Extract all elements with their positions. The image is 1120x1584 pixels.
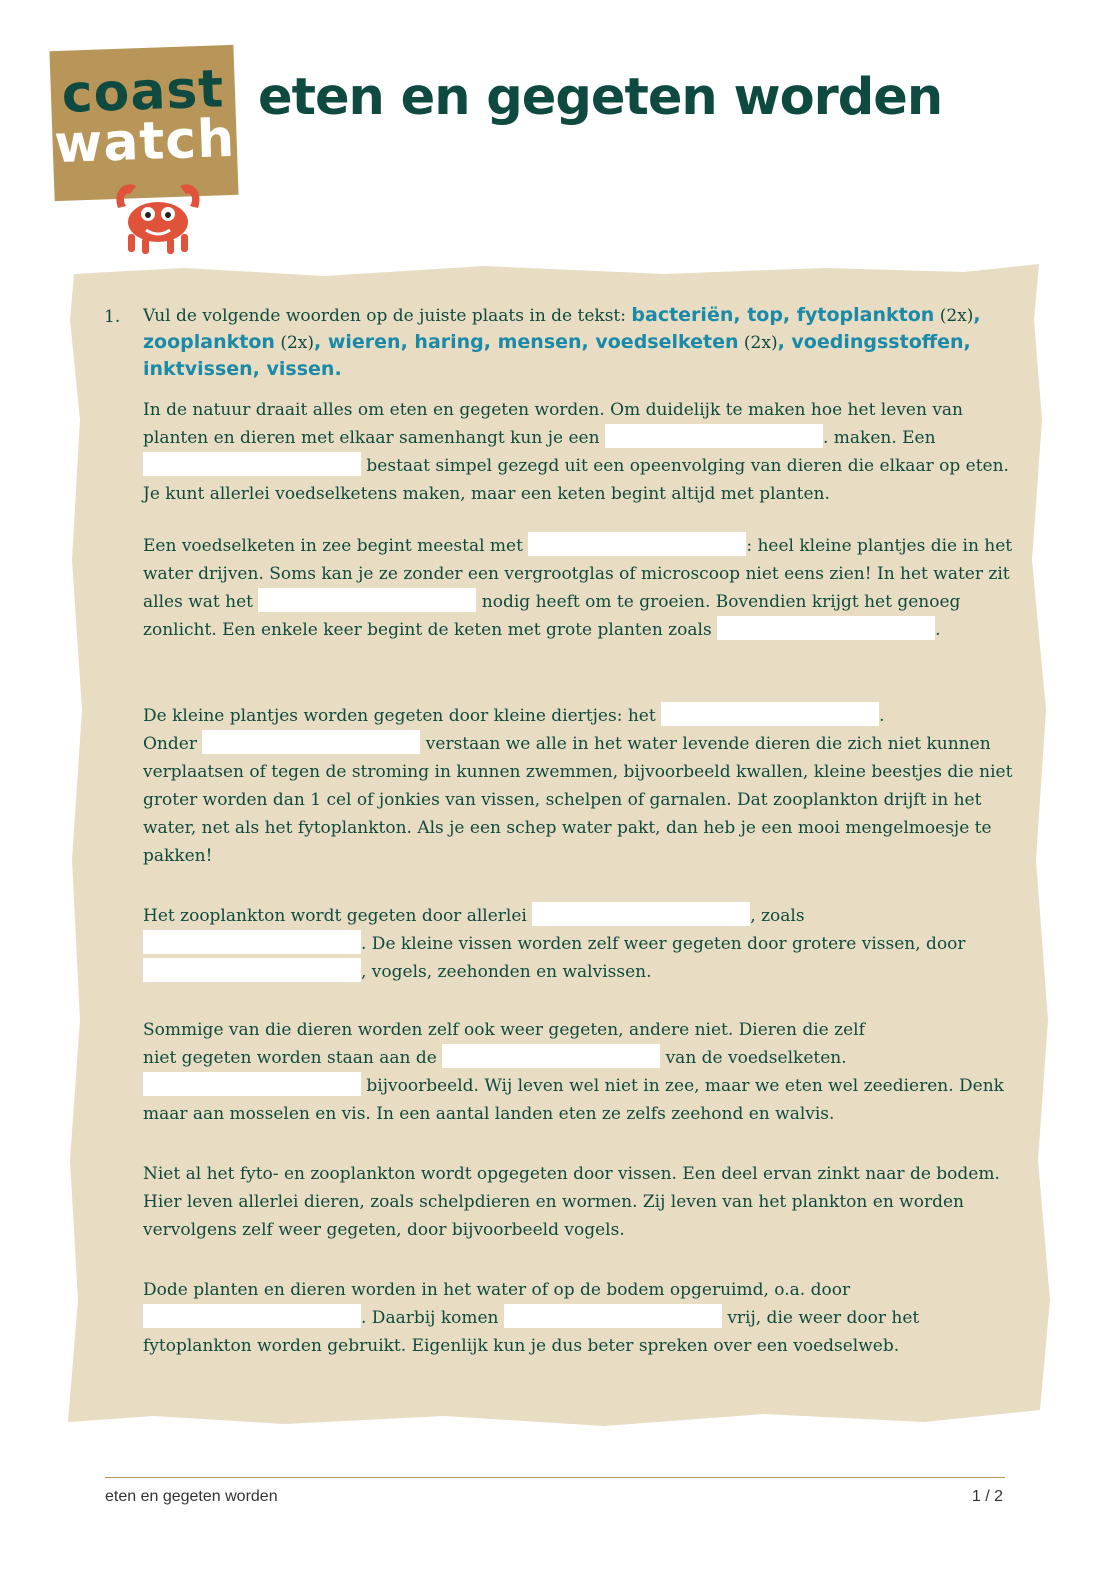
answer-blank[interactable] <box>143 958 361 982</box>
page-number: 1 / 2 <box>971 1488 1003 1505</box>
answer-blank[interactable] <box>442 1044 660 1068</box>
answer-blank[interactable] <box>661 702 879 726</box>
paragraph-5 <box>143 1016 1018 1128</box>
paragraph-7 <box>143 1276 1018 1360</box>
footer-divider <box>105 1477 1005 1478</box>
keyword: zooplankton <box>143 331 275 353</box>
answer-blank[interactable] <box>528 532 746 556</box>
text: Het zooplankton wordt gegeten door allerlei <box>143 906 527 926</box>
text: bijvoorbeeld. Wij leven wel niet in zee, maar we eten wel zeedieren. Denk maar aan mosselen en vis. In een aantal landen eten ze zelfs zeehond en walvis. <box>143 1076 1004 1124</box>
answer-blank[interactable] <box>143 1072 361 1096</box>
text: Dode planten en dieren worden in het water of op de bodem opgeruimd, o.a. door <box>143 1280 851 1300</box>
text: Sommige van die dieren worden zelf ook weer gegeten, andere niet. Dieren die zelf <box>143 1020 865 1040</box>
keyword-note: (2x) <box>274 333 315 353</box>
text: Onder <box>143 734 197 754</box>
paragraph-6 <box>143 1160 1018 1244</box>
text: Een voedselketen in zee begint meestal met <box>143 536 523 556</box>
keyword: , wieren, haring, mensen, voedselketen <box>314 331 739 353</box>
paragraph-2 <box>143 532 1018 644</box>
text: vrij, die weer door het fytoplankton worden gebruikt. Eigenlijk kun je dus beter spreken over een voedselweb. <box>143 1308 920 1356</box>
text: De kleine plantjes worden gegeten door kleine diertjes: het <box>143 706 656 726</box>
answer-blank[interactable] <box>202 730 420 754</box>
answer-blank[interactable] <box>717 616 935 640</box>
answer-blank[interactable] <box>504 1304 722 1328</box>
text: bestaat simpel gezegd uit een opeenvolging van dieren die elkaar op eten. Je kunt allerlei voedselketens maken, maar een keten begint altijd met planten. <box>143 456 1009 504</box>
paragraph-1 <box>143 396 1018 508</box>
text: , vogels, zeehonden en walvissen. <box>361 962 652 982</box>
keyword: , voedingsstoffen, inktvissen, vissen. <box>143 331 971 380</box>
answer-blank[interactable] <box>143 452 361 476</box>
keyword: , <box>973 304 981 326</box>
text: nodig heeft om te groeien. Bovendien krijgt het genoeg zonlicht. Een enkele keer begint de keten met grote planten zoals <box>143 592 961 640</box>
answer-blank[interactable] <box>532 902 750 926</box>
text: niet gegeten worden staan aan de <box>143 1048 437 1068</box>
logo-text-coast: coast <box>60 59 226 125</box>
text: In de natuur draait alles om eten en gegeten worden. Om duidelijk te maken hoe het leven van planten en dieren met elkaar samenhangt kun je een <box>143 400 964 448</box>
text: van de voedselketen. <box>665 1048 847 1068</box>
text: . <box>935 620 941 640</box>
question-number: 1. <box>104 307 121 327</box>
text: Niet al het fyto- en zooplankton wordt opgegeten door vissen. Een deel ervan zinkt naar de bodem. Hier leven allerlei dieren, zoals schelpdieren en wormen. Zij leven van het plankton en worden vervolgens zelf weer gegeten, door bijvoorbeeld vogels. <box>143 1164 1000 1240</box>
text: verstaan we alle in het water levende dieren die zich niet kunnen verplaatsen of tegen de stroming in kunnen zwemmen, bijvoorbeeld kwallen, kleine beestjes die niet groter worden dan 1 cel of jonkies van vissen, schelpen of garnalen. Dat zooplankton drijft in het water, net als het fytoplankton. Als je een schep water pakt, dan heb je een mooi mengelmoesje te pakken! <box>143 734 1013 866</box>
answer-blank[interactable] <box>143 930 361 954</box>
text: . Daarbij komen <box>361 1308 499 1328</box>
question-instruction <box>143 302 1013 383</box>
logo-text-watch: watch <box>53 108 237 176</box>
answer-blank[interactable] <box>605 424 823 448</box>
page-title: eten en gegeten worden <box>258 68 943 127</box>
text: . <box>879 706 885 726</box>
text: , zoals <box>750 906 805 926</box>
keyword: bacteriën, top, fytoplankton <box>631 304 935 326</box>
paragraph-4 <box>143 902 1018 986</box>
keyword-note: (2x) <box>934 306 974 326</box>
text: . maken. Een <box>822 428 936 448</box>
answer-blank[interactable] <box>143 1304 361 1328</box>
keyword-note: (2x) <box>738 333 778 353</box>
text: : heel kleine plantjes die in het water drijven. Soms kan je ze zonder een vergrootglas of microscoop niet eens zien! In het water zit alles wat het <box>143 536 1013 612</box>
text: . De kleine vissen worden zelf weer gegeten door grotere vissen, door <box>361 934 966 954</box>
answer-blank[interactable] <box>258 588 476 612</box>
footer-title: eten en gegeten worden <box>105 1488 278 1505</box>
question-intro: Vul de volgende woorden op de juiste plaats in de tekst: <box>143 306 626 326</box>
paragraph-3 <box>143 702 1018 870</box>
